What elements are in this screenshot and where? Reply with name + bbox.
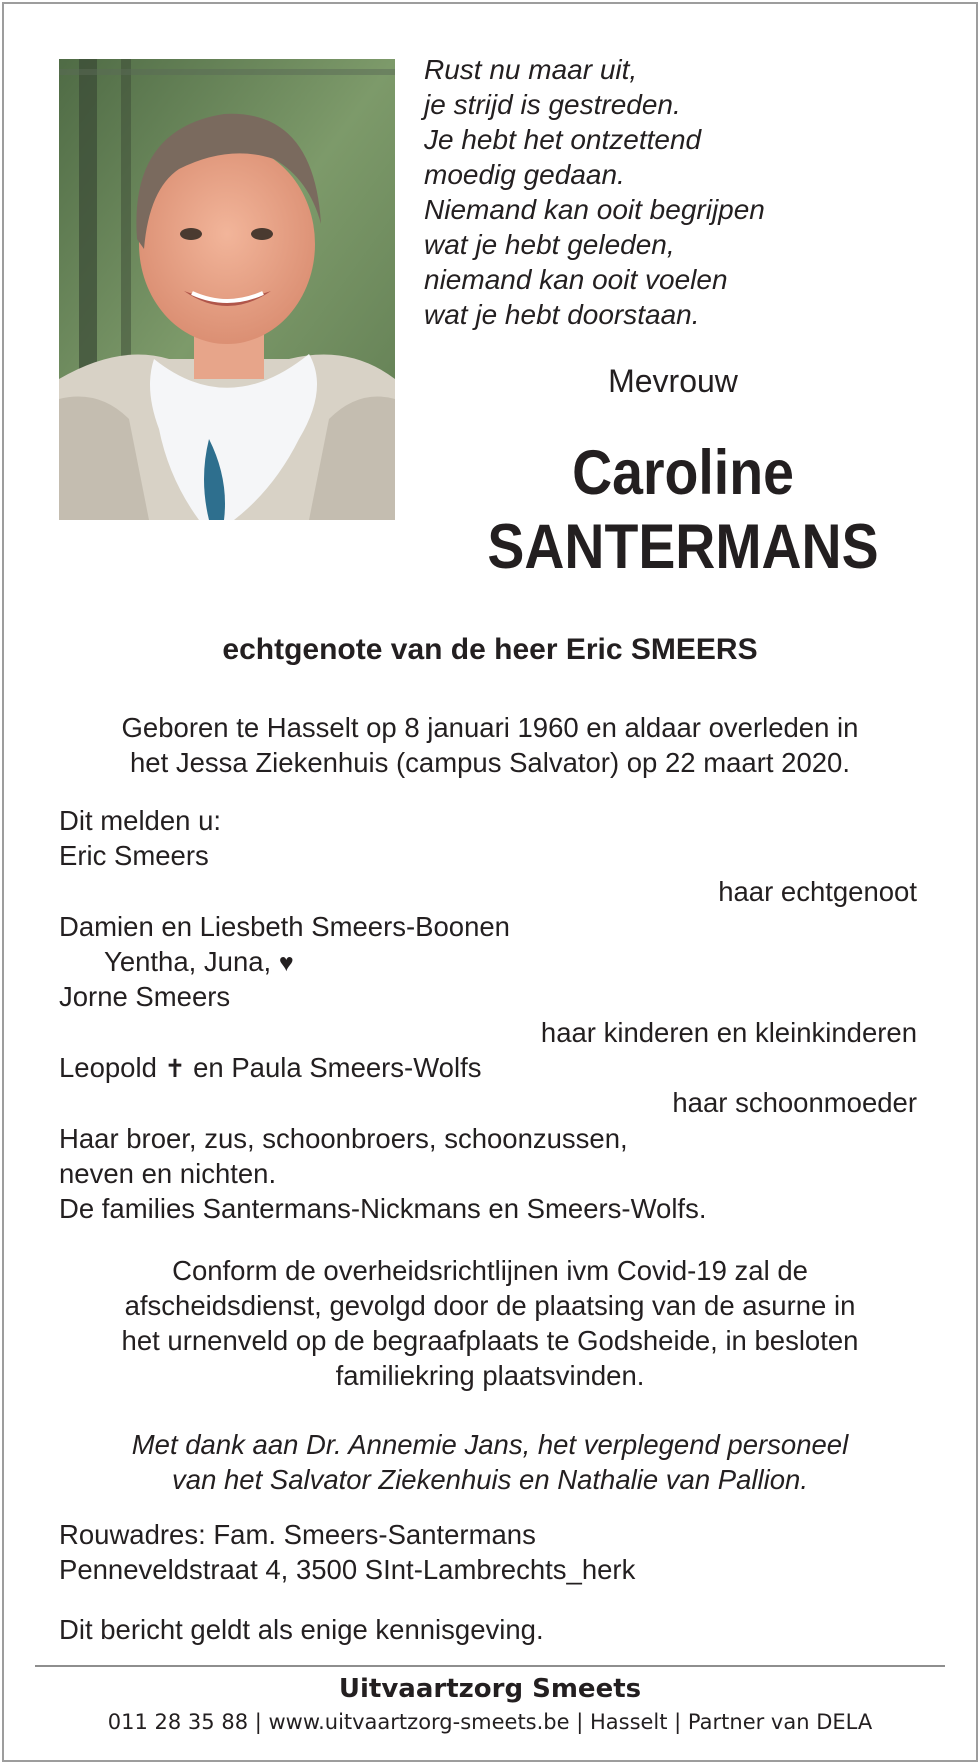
cross-icon: ✝ [164, 1055, 186, 1084]
spouse-role: haar echtgenoot [718, 875, 917, 907]
relatives-line: neven en nichten. [59, 1157, 277, 1189]
grandchildren-names: Yentha, Juna, [104, 946, 272, 978]
poem-line: niemand kan ooit voelen [424, 264, 728, 295]
funeral-company: Uitvaartzorg Smeets [338, 1674, 642, 1704]
ceremony-line: Conform de overheidsrichtlijnen ivm Covid-19 zal de [172, 1255, 808, 1286]
poem-line: Je hebt het ontzettend [424, 124, 702, 155]
salutation: Mevrouw [608, 363, 738, 399]
ceremony-line: afscheidsdienst, gevolgd door de plaatsing van de asurne in [124, 1290, 856, 1321]
ceremony-line: familiekring plaatsvinden. [335, 1360, 645, 1391]
deceased-name [487, 436, 879, 584]
ceremony-line: het urnenveld op de begraafplaats te Godsheide, in besloten [121, 1325, 859, 1356]
portrait-photo [59, 59, 395, 520]
thanks-line: van het Salvator Ziekenhuis en Nathalie van Pallion. [172, 1464, 808, 1495]
children-role: haar kinderen en kleinkinderen [540, 1016, 917, 1048]
spouse-line: echtgenote van de heer Eric SMEERS [222, 633, 758, 666]
first-name: Caroline [572, 438, 794, 508]
inlaw-first: Leopold [59, 1052, 157, 1084]
inlaw-role: haar schoonmoeder [672, 1087, 917, 1119]
poem-line: wat je hebt geleden, [424, 229, 675, 260]
child-name: Jorne Smeers [59, 981, 231, 1013]
poem-line: wat je hebt doorstaan. [424, 299, 700, 330]
mourning-address [59, 1517, 919, 1587]
family-intro: Dit melden u: [59, 805, 222, 836]
family-list [59, 803, 917, 1227]
birth-line: Geboren te Hasselt op 8 januari 1960 en aldaar overleden in [121, 712, 859, 743]
ceremony-text [40, 1253, 940, 1393]
last-name: SANTERMANS [487, 512, 879, 582]
footer-divider [35, 1665, 945, 1667]
heart-icon: ♥ [278, 949, 294, 978]
poem [424, 52, 944, 332]
birth-line: het Jessa Ziekenhuis (campus Salvator) op 22 maart 2020. [130, 747, 850, 778]
inlaw-rest: en Paula Smeers-Wolfs [193, 1052, 482, 1084]
relatives-line: De families Santermans-Nickmans en Smeers-Wolfs. [59, 1193, 707, 1225]
address-line: Rouwadres: Fam. Smeers-Santermans [59, 1519, 536, 1550]
relatives-line: Haar broer, zus, schoonbroers, schoonzussen, [59, 1122, 628, 1154]
child-name: Damien en Liesbeth Smeers-Boonen [59, 910, 510, 942]
thanks-text [40, 1427, 940, 1497]
spouse-name: Eric Smeers [59, 840, 209, 872]
birth-death-text [40, 710, 940, 780]
notice-text: Dit bericht geldt als enige kennisgeving. [59, 1614, 544, 1645]
inlaw-names [59, 1050, 917, 1085]
grandchildren [59, 944, 917, 979]
poem-line: Niemand kan ooit begrijpen [424, 194, 765, 225]
poem-line: je strijd is gestreden. [424, 89, 681, 120]
poem-line: moedig gedaan. [424, 159, 625, 190]
funeral-contact: 011 28 35 88 | www.uitvaartzorg-smeets.be | Hasselt | Partner van DELA [107, 1710, 873, 1734]
thanks-line: Met dank aan Dr. Annemie Jans, het verplegend personeel [131, 1429, 849, 1460]
address-line: Penneveldstraat 4, 3500 SInt-Lambrechts_herk [59, 1554, 636, 1585]
poem-line: Rust nu maar uit, [424, 54, 638, 85]
